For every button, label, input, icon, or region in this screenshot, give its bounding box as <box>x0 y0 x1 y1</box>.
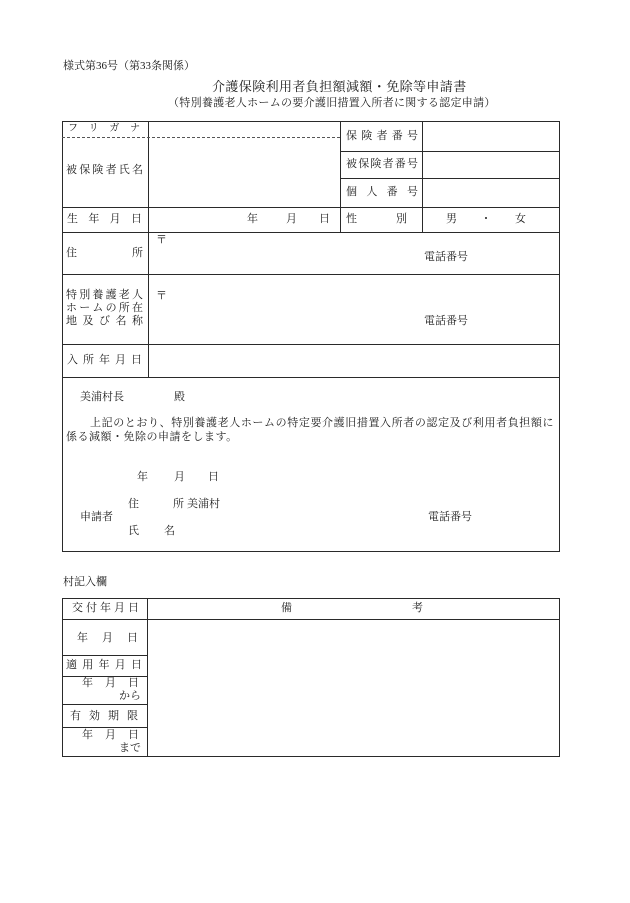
label-glyph: 険 <box>370 158 382 170</box>
insurer-number-label <box>346 130 418 143</box>
table-rule <box>62 207 559 208</box>
label-glyph: 用 <box>82 659 94 671</box>
effective-month-unit: 月 <box>105 677 116 689</box>
facility-phone-label: 電話番号 <box>424 315 468 327</box>
label-glyph: 効 <box>89 710 100 722</box>
effective-date-label <box>66 659 142 672</box>
label-glyph: 年 <box>98 659 110 671</box>
table-rule <box>62 655 147 656</box>
label-glyph: 年 <box>99 354 110 366</box>
table-rule <box>62 344 559 345</box>
facility-label-line-1 <box>66 289 143 302</box>
insured-name-label <box>66 164 143 177</box>
label-glyph: 名 <box>131 164 143 176</box>
insurer-number-field <box>423 122 558 150</box>
label-glyph: 番 <box>394 158 406 170</box>
birthdate-label <box>67 213 142 226</box>
declaration-month-unit: 月 <box>174 471 185 483</box>
label-glyph: 年 <box>88 213 100 225</box>
expiry-year-unit: 年 <box>82 729 93 741</box>
form-number: 様式第36号（第33条関係） <box>63 60 195 72</box>
label-glyph: 特 <box>66 289 77 301</box>
insured-number-label <box>346 158 418 171</box>
label-glyph: 保 <box>358 158 370 170</box>
effective-year-unit: 年 <box>82 677 93 689</box>
label-glyph: 名 <box>115 315 127 327</box>
label-glyph: 養 <box>92 289 104 301</box>
label-glyph: 者 <box>105 164 117 176</box>
label-glyph: 日 <box>131 354 142 366</box>
table-rule <box>62 377 559 378</box>
label-glyph: 保 <box>79 164 91 176</box>
furigana-field <box>149 122 339 137</box>
label-glyph: 月 <box>115 354 126 366</box>
label-glyph: ム <box>92 302 104 314</box>
expiry-day-unit: 日 <box>128 729 139 741</box>
label-glyph: 別 <box>79 289 91 301</box>
label-glyph: 日 <box>131 659 142 671</box>
label-glyph: 所 <box>132 247 143 259</box>
birthdate-year-unit: 年 <box>247 213 258 225</box>
label-glyph: 月 <box>114 659 126 671</box>
label-glyph: 住 <box>128 498 139 510</box>
issue-date-label <box>72 602 139 615</box>
label-glyph: 考 <box>412 602 423 614</box>
label-glyph: 入 <box>67 354 78 366</box>
label-glyph: 護 <box>105 289 117 301</box>
label-glyph: 地 <box>66 315 77 327</box>
label-glyph: 及 <box>82 315 94 327</box>
furigana-label <box>68 123 140 135</box>
issue-month-unit: 月 <box>102 632 113 644</box>
postal-mark: 〒 <box>156 290 167 302</box>
effective-day-unit: 日 <box>128 677 139 689</box>
birthdate-month-unit: 月 <box>286 213 297 225</box>
expiry-month-unit: 月 <box>105 729 116 741</box>
label-glyph: 険 <box>361 130 373 142</box>
label-glyph: 適 <box>66 659 77 671</box>
remarks-field <box>148 620 558 755</box>
birthdate-day-unit: 日 <box>319 213 330 225</box>
label-glyph: リ <box>88 123 99 134</box>
sex-options <box>446 213 526 226</box>
address-phone-label: 電話番号 <box>424 251 468 263</box>
declaration-statement: 上記のとおり、特別養護老人ホームの特定要介護旧措置入所者の認定及び利用者負担額に係る減額・免除の申請をします。 <box>66 417 554 443</box>
label-glyph: 人 <box>366 186 378 198</box>
label-glyph: の <box>105 302 117 314</box>
admission-date-label <box>67 354 142 367</box>
label-glyph: 日 <box>128 602 139 614</box>
applicant-name-label <box>128 525 175 538</box>
label-glyph: 月 <box>109 213 121 225</box>
label-glyph: 号 <box>406 158 418 170</box>
label-glyph: 有 <box>70 710 81 722</box>
label-glyph: 者 <box>376 130 388 142</box>
label-glyph: 女 <box>515 213 526 225</box>
label-glyph: 所 <box>173 498 184 510</box>
label-glyph: 氏 <box>118 164 130 176</box>
label-glyph: 性 <box>346 213 357 225</box>
label-glyph: 日 <box>130 213 142 225</box>
label-glyph: 名 <box>164 525 175 537</box>
table-rule <box>62 232 559 233</box>
label-glyph: 年 <box>100 602 111 614</box>
form-subtitle: （特別養護老人ホームの要介護旧措置入所者に関する認定申請） <box>168 97 496 109</box>
label-glyph: 被 <box>346 158 357 170</box>
until-label: まで <box>119 742 141 754</box>
applicant-label: 申請者 <box>80 511 113 523</box>
label-glyph: 所 <box>118 302 130 314</box>
label-glyph: 在 <box>131 302 143 314</box>
label-glyph: 所 <box>83 354 94 366</box>
applicant-address-label <box>128 498 184 511</box>
label-glyph: 老 <box>118 289 130 301</box>
label-glyph: 期 <box>108 710 119 722</box>
personal-number-field <box>423 179 558 206</box>
label-glyph: 称 <box>132 315 143 327</box>
address-label <box>66 247 143 260</box>
label-glyph: 付 <box>86 602 97 614</box>
applicant-address-value: 美浦村 <box>187 498 220 510</box>
village-use-title: 村記入欄 <box>63 576 107 588</box>
declaration-day-unit: 日 <box>208 471 219 483</box>
issue-year-unit: 年 <box>77 632 88 644</box>
insured-number-field <box>423 152 558 177</box>
label-glyph: 被 <box>66 164 77 176</box>
postal-mark: 〒 <box>156 234 167 246</box>
label-glyph: 月 <box>114 602 125 614</box>
label-glyph: 交 <box>72 602 83 614</box>
form-title: 介護保険利用者負担額減額・免除等申請書 <box>212 79 467 94</box>
label-glyph: 号 <box>407 130 418 142</box>
label-glyph: 者 <box>382 158 394 170</box>
label-glyph: 保 <box>346 130 357 142</box>
table-rule <box>62 274 559 275</box>
remarks-label <box>281 602 423 615</box>
label-glyph: 備 <box>281 602 292 614</box>
label-glyph: 険 <box>92 164 104 176</box>
label-glyph: 限 <box>127 710 138 722</box>
label-glyph: ー <box>79 302 91 314</box>
issue-day-unit: 日 <box>127 632 138 644</box>
label-glyph: 号 <box>406 186 418 198</box>
expiry-label <box>70 710 138 723</box>
label-glyph: び <box>99 315 110 327</box>
addressee: 美浦村長 <box>80 391 124 403</box>
label-glyph: 人 <box>131 289 143 301</box>
from-label: から <box>119 690 141 702</box>
table-rule <box>62 727 147 728</box>
label-glyph: 個 <box>346 186 357 198</box>
facility-label-line-3 <box>66 315 143 328</box>
honorific: 殿 <box>174 391 185 403</box>
label-glyph: 男 <box>446 213 457 225</box>
insured-name-field <box>149 138 339 206</box>
label-glyph: 番 <box>391 130 403 142</box>
label-glyph: 別 <box>396 213 407 225</box>
label-glyph: フ <box>68 123 78 134</box>
declaration-year-unit: 年 <box>137 471 148 483</box>
table-rule <box>340 121 341 232</box>
sex-label <box>346 213 407 226</box>
label-glyph: 氏 <box>128 525 139 537</box>
label-glyph: ・ <box>480 213 492 225</box>
applicant-phone-label: 電話番号 <box>428 511 472 523</box>
label-glyph: 生 <box>67 213 78 225</box>
label-glyph: ガ <box>109 123 120 134</box>
table-rule <box>62 704 147 705</box>
label-glyph: 住 <box>66 247 77 259</box>
personal-number-label <box>346 186 418 199</box>
facility-label-line-2 <box>66 302 143 315</box>
label-glyph: ホ <box>66 302 77 314</box>
label-glyph: ナ <box>129 123 140 134</box>
label-glyph: 番 <box>386 186 398 198</box>
